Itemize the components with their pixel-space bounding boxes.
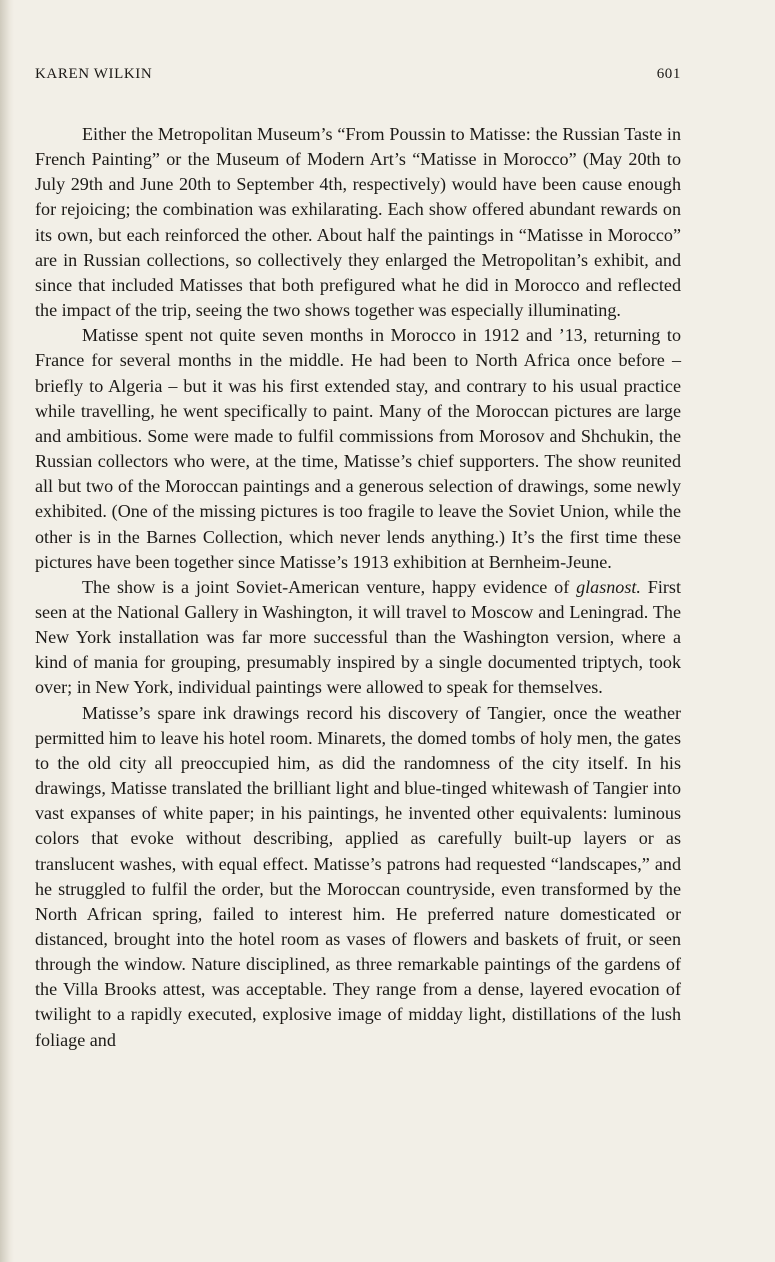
running-head	[35, 66, 681, 90]
page-number: 601	[656, 66, 681, 82]
paragraph-1: Either the Metropolitan Museum’s “From Poussin to Matisse: the Russian Taste in French Painting” or the Museum of Modern Art’s “Matisse in Morocco” (May 20th to July 29th and June 20th to September 4th, respectively) would have been cause enough for rejoicing; the combination was exhilarating. Each show offered abundant rewards on its own, but each reinforced the other. About half the paintings in “Matisse in Morocco” are in Russian collections, so collectively they enlarged the Metropolitan’s exhibit, and since that included Matisses that both prefigured what he did in Morocco and reflected the impact of the trip, seeing the two shows together was especially illuminating.	[35, 124, 681, 321]
page-binding-shadow	[0, 0, 14, 1262]
paragraph-3-text-before: The show is a joint Soviet-American venture, happy evidence of	[82, 576, 577, 597]
paragraph-3-text-after: First seen at the National Gallery in Washington, it will travel to Moscow and Leningrad. The New York installation was far more successful than the Washington version, where a kind of mania for grouping, presumably inspired by a single documented triptych, took over; in New York, individual paintings were allowed to speak for themselves.	[35, 576, 681, 698]
paragraph-3	[35, 575, 681, 701]
body-text	[35, 122, 681, 1053]
italic-word-glasnost: glasnost.	[576, 576, 641, 597]
running-head-author: KAREN WILKIN	[35, 66, 153, 82]
paragraph-2: Matisse spent not quite seven months in Morocco in 1912 and ’13, returning to France for several months in the middle. He had been to North Africa once before – briefly to Algeria – but it was his first extended stay, and contrary to his usual practice while travelling, he went specifically to paint. Many of the Moroccan pictures are large and ambitious. Some were made to fulfil commissions from Morosov and Shchukin, the Russian collectors who were, at the time, Matisse’s chief supporters. The show reunited all but two of the Moroccan paintings and a generous selection of drawings, some newly exhibited. (One of the missing pictures is too fragile to leave the Soviet Union, while the other is in the Barnes Collection, which never lends anything.) It’s the first time these pictures have been together since Matisse’s 1913 exhibition at Bernheim-Jeune.	[35, 325, 681, 572]
paragraph-4: Matisse’s spare ink drawings record his discovery of Tangier, once the weather permitted him to leave his hotel room. Minarets, the domed tombs of holy men, the gates to the old city all preoccupied him, as did the randomness of the city itself. In his drawings, Matisse translated the brilliant light and blue-tinged whitewash of Tangier into vast expanses of white paper; in his paintings, he invented other equivalents: luminous colors that evoke without describing, applied as carefully built-up layers or as translucent washes, with equal effect. Matisse’s patrons had requested “landscapes,” and he struggled to fulfil the order, but the Moroccan countryside, even transformed by the North African spring, failed to interest him. He preferred nature domesticated or distanced, brought into the hotel room as vases of flowers and baskets of fruit, or seen through the window. Nature disciplined, as three remarkable paintings of the gardens of the Villa Brooks attest, was acceptable. They range from a dense, layered evocation of twilight to a rapidly executed, explosive image of midday light, distillations of the lush foliage and	[35, 702, 681, 1050]
